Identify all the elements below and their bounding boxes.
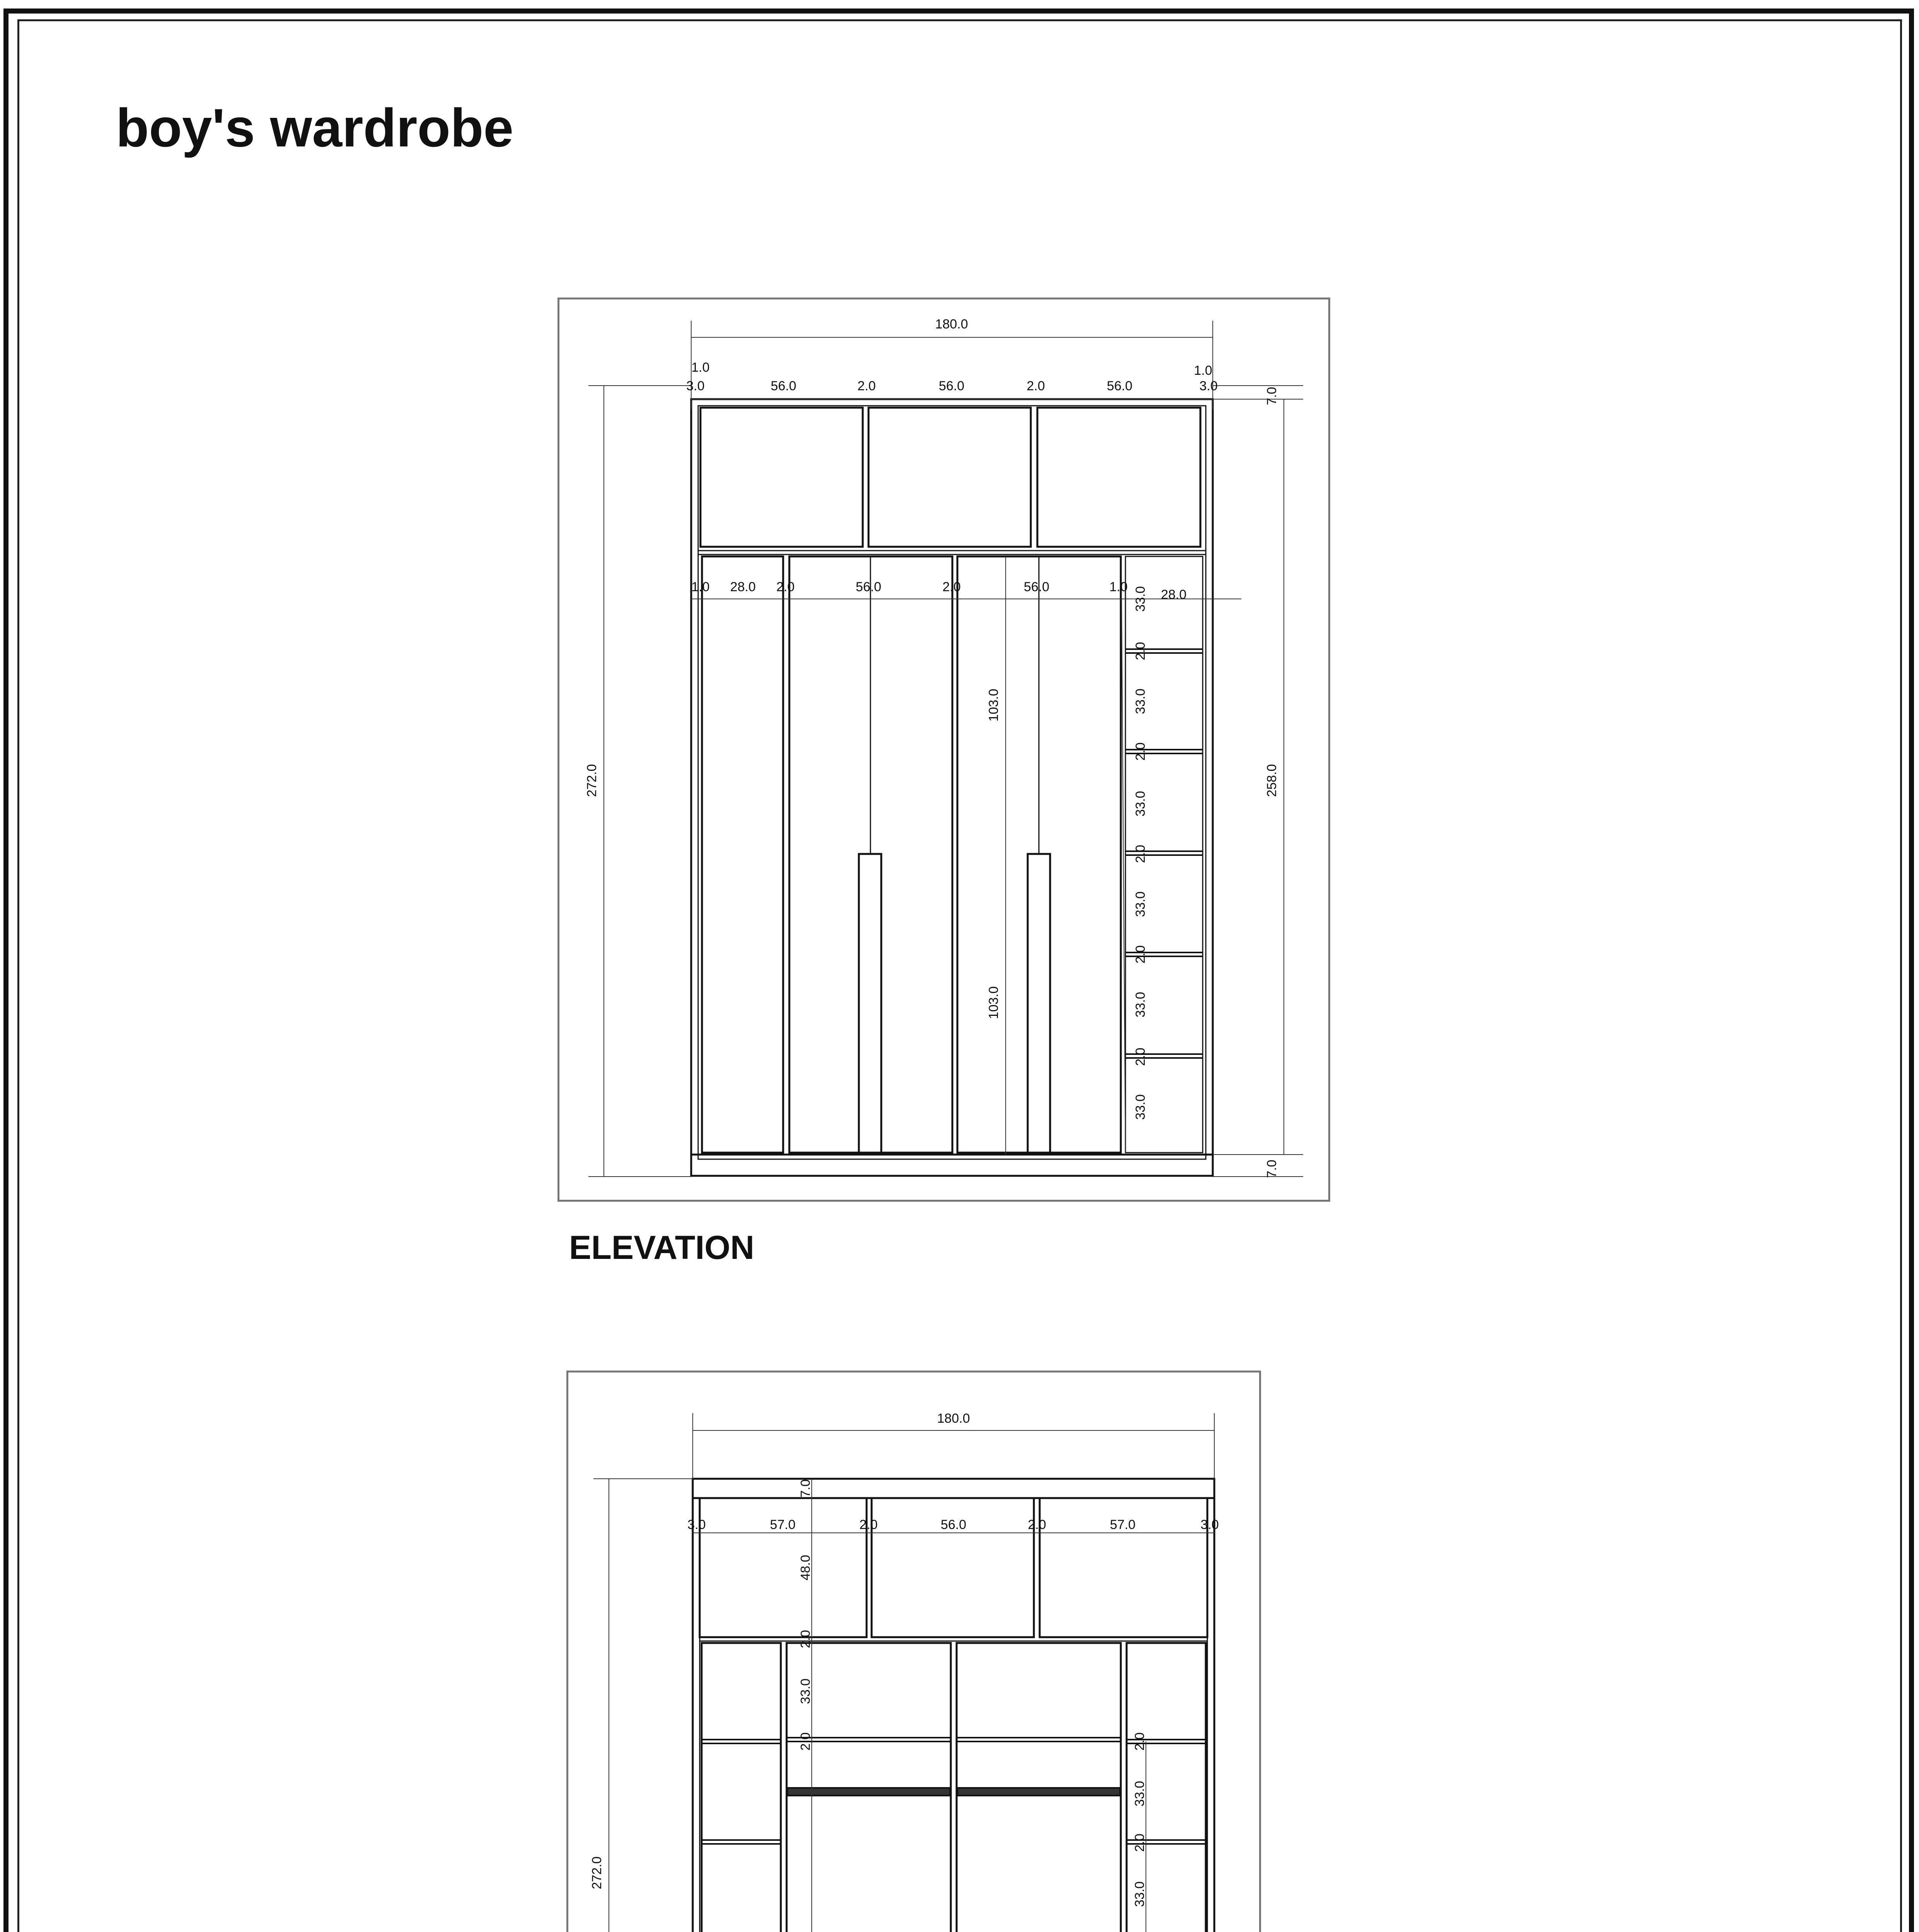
elev-dim-mid-1: 1.0 — [691, 580, 710, 594]
sect-dim-shelf-thk-a: 2.0 — [798, 1630, 813, 1648]
elev-dim-top-1: 3.0 — [686, 379, 705, 393]
sect-dim-overall-width: 180.0 — [937, 1411, 970, 1426]
elev-dim-top-6: 56.0 — [1107, 379, 1133, 393]
elev-dim-shelf-thk-2: 2.0 — [1133, 742, 1148, 761]
section-carcass — [693, 1479, 1214, 1932]
elev-dim-top-3: 2.0 — [857, 379, 876, 393]
elev-dim-side-col: 28.0 — [1161, 587, 1187, 602]
elevation-left-column — [702, 556, 783, 1153]
elev-dim-top-5: 2.0 — [1027, 379, 1045, 393]
sect-dim-top-4: 56.0 — [940, 1517, 967, 1532]
section-left-shelf-column — [702, 1643, 781, 1932]
sect-dim-r-thk-2: 2.0 — [1132, 1833, 1147, 1852]
elev-dim-mid-2: 28.0 — [730, 580, 756, 594]
sect-dim-r-gap-2: 33.0 — [1132, 1881, 1147, 1907]
elevation-label: ELEVATION — [569, 1229, 755, 1266]
elev-dim-mid-5: 2.0 — [942, 580, 961, 594]
elev-dim-shelf-gap-6: 33.0 — [1133, 1094, 1148, 1120]
elevation-top-box-1 — [700, 408, 863, 547]
sect-dim-top-1: 3.0 — [687, 1517, 706, 1532]
elevation-drawing — [558, 298, 1330, 1202]
sect-dim-box-height: 48.0 — [798, 1554, 813, 1581]
elev-dim-mid-3: 2.0 — [776, 580, 795, 594]
sect-dim-top-5: 2.0 — [1028, 1517, 1046, 1532]
sect-dim-r-thk-1: 2.0 — [1132, 1732, 1147, 1751]
elev-dim-inner-height: 258.0 — [1265, 764, 1279, 797]
elev-dim-mid-6: 56.0 — [1023, 580, 1050, 594]
sect-dim-top-3: 2.0 — [859, 1517, 878, 1532]
sect-dim-shelf-gap-a: 33.0 — [798, 1678, 813, 1704]
sect-dim-top-band: 7.0 — [798, 1479, 813, 1498]
elev-dim-top-2: 56.0 — [770, 379, 797, 393]
elev-dim-shelf-gap-4: 33.0 — [1133, 891, 1148, 917]
elev-dim-overall-height: 272.0 — [585, 764, 599, 797]
sect-dim-r-gap-1: 33.0 — [1132, 1781, 1147, 1807]
elevation-stile-1 — [859, 854, 881, 1153]
elev-dim-overall-width: 180.0 — [935, 317, 968, 332]
elev-dim-top-7: 3.0 — [1199, 379, 1218, 393]
elev-dim-shelf-thk-5: 2.0 — [1133, 1048, 1148, 1066]
elev-dim-top-band: 7.0 — [1265, 387, 1279, 405]
sect-dim-top-2: 57.0 — [770, 1517, 796, 1532]
elev-dim-bottom-band: 7.0 — [1265, 1160, 1279, 1178]
section-drawing — [566, 1371, 1261, 1932]
elev-dim-shelf-thk-3: 2.0 — [1133, 845, 1148, 863]
elev-dim-shelf-thk-4: 2.0 — [1133, 945, 1148, 964]
elevation-top-box-2 — [869, 408, 1031, 547]
sect-dim-overall-height: 272.0 — [590, 1856, 604, 1889]
elevation-top-box-3 — [1037, 408, 1200, 547]
elev-dim-hang-lower: 103.0 — [986, 986, 1001, 1019]
elev-dim-shelf-gap-5: 33.0 — [1133, 992, 1148, 1018]
elev-dim-shelf-thk-1: 2.0 — [1133, 642, 1148, 660]
elev-dim-shelf-gap-3: 33.0 — [1133, 791, 1148, 817]
elev-dim-mid-4: 56.0 — [855, 580, 882, 594]
elev-dim-top-small-left: 1.0 — [691, 360, 710, 375]
elev-dim-shelf-gap-2: 33.0 — [1133, 688, 1148, 714]
sect-dim-shelf-thk-b: 2.0 — [798, 1732, 813, 1751]
sect-dim-top-6: 57.0 — [1110, 1517, 1136, 1532]
elev-dim-top-4: 56.0 — [938, 379, 965, 393]
elev-dim-mid-7: 1.0 — [1109, 580, 1128, 594]
elev-dim-top-small-right: 1.0 — [1194, 363, 1212, 378]
elev-dim-shelf-gap-1: 33.0 — [1133, 586, 1148, 612]
elev-dim-hang-upper: 103.0 — [986, 689, 1001, 722]
sect-dim-top-7: 3.0 — [1200, 1517, 1219, 1532]
page-title: boy's wardrobe — [116, 97, 514, 158]
elevation-stile-2 — [1028, 854, 1050, 1153]
